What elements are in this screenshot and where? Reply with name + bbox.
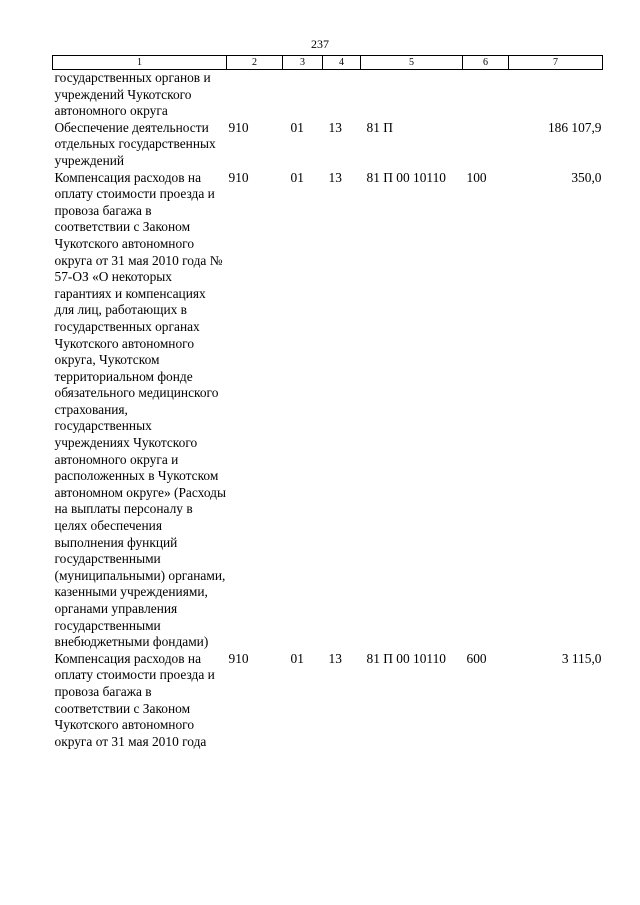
row-expense-type: 100 (466, 169, 487, 185)
row-section-code (283, 70, 323, 120)
column-header-5: 5 (361, 56, 463, 70)
row-amount: 3 115,0 (561, 650, 602, 666)
row-section-code: 01 (290, 650, 304, 666)
row-ministry-code: 910 (228, 650, 249, 666)
row-target-article: 81 П 00 10110 (366, 650, 446, 666)
row-name: государственных органов и учреждений Чукотского автономного округа (54, 70, 211, 119)
row-ministry-code (227, 70, 283, 120)
row-ministry-code: 910 (228, 119, 249, 135)
row-expense-type (463, 120, 509, 170)
row-expense-type: 600 (466, 650, 487, 666)
column-header-6: 6 (463, 56, 509, 70)
row-amount (509, 70, 603, 120)
column-header-4: 4 (323, 56, 361, 70)
budget-table (52, 55, 603, 750)
row-amount: 186 107,9 (547, 119, 602, 135)
column-number-header (53, 56, 603, 70)
row-subsection-code (323, 70, 361, 120)
column-header-3: 3 (283, 56, 323, 70)
table-row (53, 120, 603, 170)
row-section-code: 01 (290, 169, 304, 185)
row-section-code: 01 (290, 119, 304, 135)
row-name: Компенсация расходов на оплату стоимости проезда и провоза багажа в соответствии с Законом Чукотского автономного округа от 31 мая 2010 года № 57-ОЗ «О некоторых гарантиях и компенсациях для лиц, работающих в государственных органах Чукотского автономного округа, Чукотском территориальном фонде обязательного медицинского страхования, государственных учреждениях Чукотского автономного округа и расположенных в Чукотском автономном округе» (Расходы на выплаты персоналу в целях обеспечения выполнения функций государственными (муниципальными) органами, казенными учреждениями, органами управления государственными внебюджетными фондами) (54, 169, 226, 650)
row-subsection-code: 13 (328, 650, 342, 666)
row-subsection-code: 13 (328, 119, 342, 135)
page-number: 237 (311, 37, 329, 51)
row-subsection-code: 13 (328, 169, 342, 185)
table-row (53, 651, 603, 751)
row-name: Компенсация расходов на оплату стоимости проезда и провоза багажа в соответствии с Законом Чукотского автономного округа от 31 мая 2010 года (54, 650, 215, 749)
row-amount: 350,0 (571, 169, 602, 185)
table-row (53, 170, 603, 651)
row-ministry-code: 910 (228, 169, 249, 185)
column-header-2: 2 (227, 56, 283, 70)
table-row (53, 70, 603, 120)
row-name: Обеспечение деятельности отдельных государственных учреждений (54, 119, 216, 168)
column-header-7: 7 (509, 56, 603, 70)
row-target-article (361, 70, 463, 120)
column-header-1: 1 (53, 56, 227, 70)
row-target-article: 81 П 00 10110 (366, 169, 446, 185)
row-target-article: 81 П (366, 119, 393, 135)
row-expense-type (463, 70, 509, 120)
